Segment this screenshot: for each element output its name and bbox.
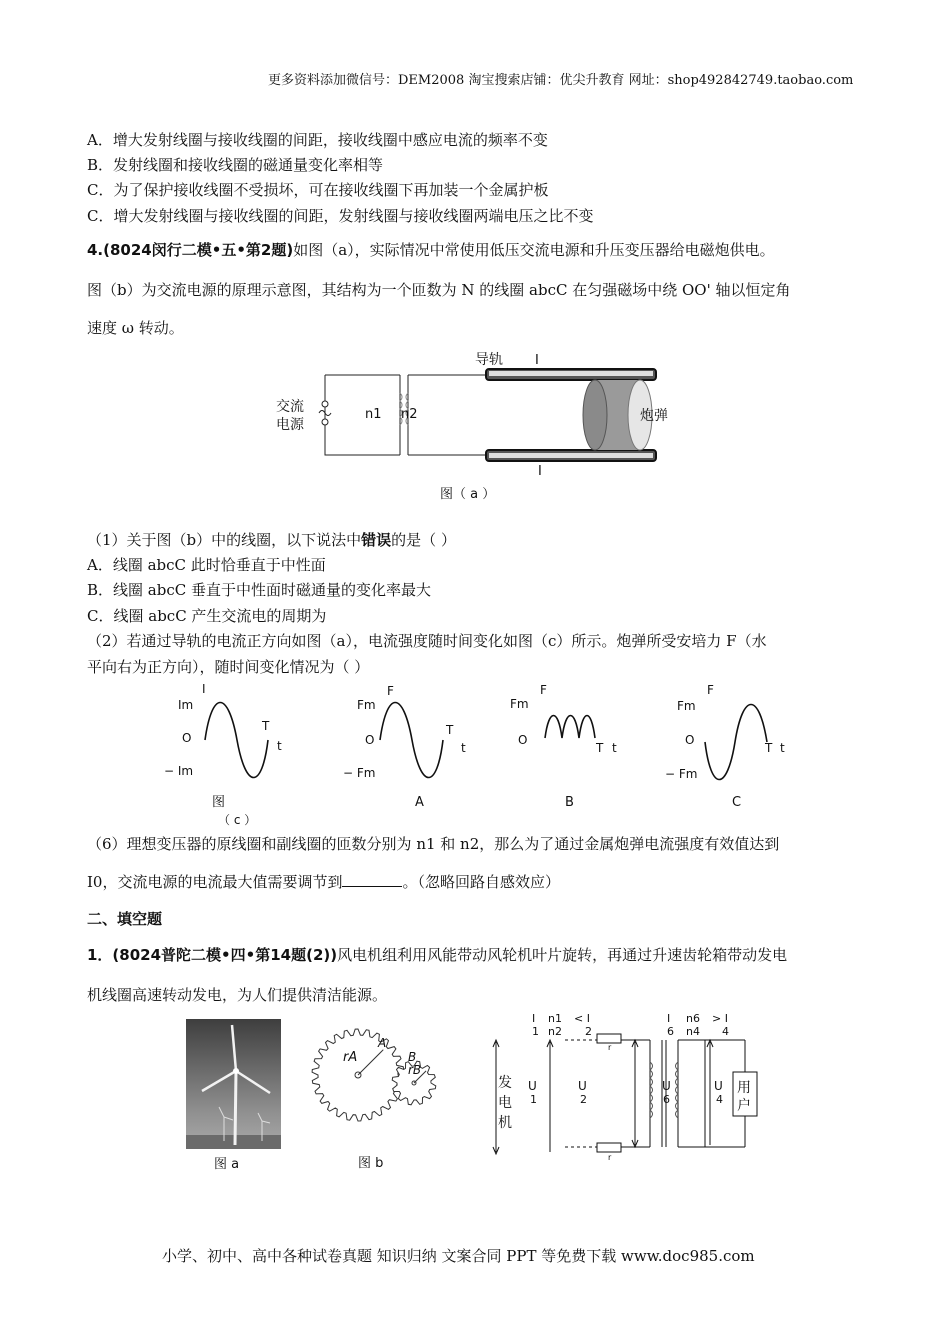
U4-label: U bbox=[714, 1079, 723, 1093]
sub1-option-b: B．线圈 abcC 垂直于中性面时磁通量的变化率最大 bbox=[87, 581, 431, 599]
gear-a-radius-label: rA bbox=[343, 1050, 358, 1065]
answer-blank[interactable] bbox=[342, 872, 402, 887]
user-char2: 户 bbox=[737, 1098, 751, 1114]
label-n1: n1 bbox=[548, 1012, 562, 1025]
gear-a-point-label: A bbox=[378, 1036, 387, 1050]
q1-text1: 风电机组利用风能带动风轮机叶片旋转，再通过升速齿轮箱带动发电 bbox=[337, 946, 788, 964]
sub6-text-a: I0，交流电源的电流最大值需要调节到 bbox=[87, 873, 343, 891]
graph-a-origin: O bbox=[365, 733, 375, 747]
graph-b-caption: B bbox=[565, 795, 574, 810]
graph-cc-origin: O bbox=[685, 733, 695, 747]
gear-b-point-label: B bbox=[408, 1050, 417, 1064]
q4-text1: 如图（a），实际情况中常使用低压交流电源和升压变压器给电磁炮供电。 bbox=[293, 241, 775, 259]
power-transmission-circuit bbox=[490, 1012, 780, 1172]
sub-n4: n4 bbox=[686, 1025, 700, 1038]
q1-line1 bbox=[87, 945, 787, 965]
graph-c-axis: I bbox=[202, 682, 206, 696]
graph-a-caption: A bbox=[415, 795, 424, 810]
source-label1: 交流 bbox=[276, 399, 304, 415]
U6-sub: 6 bbox=[663, 1093, 670, 1106]
sub-2: 2 bbox=[585, 1025, 592, 1038]
label-lt-I: < I bbox=[574, 1012, 590, 1025]
current-top-label: I bbox=[535, 353, 539, 368]
graph-cc-max: Fm bbox=[677, 699, 696, 713]
graphs-row bbox=[160, 680, 800, 830]
sub1-bold: 错误 bbox=[361, 531, 392, 549]
label-I6: I bbox=[667, 1012, 671, 1025]
graph-a-T: T bbox=[446, 723, 454, 737]
q4-line2: 图（b）为交流电源的原理示意图，其结构为一个匝数为 N 的线圈 abcC 在匀强磁场中绕 OO' 轴以恒定角 bbox=[87, 281, 791, 299]
U1-label: U bbox=[528, 1079, 537, 1093]
option-a: A．增大发射线圈与接收线圈的间距，接收线圈中感应电流的频率不变 bbox=[87, 131, 548, 149]
graph-a-curve bbox=[380, 703, 443, 778]
graph-b-origin: O bbox=[518, 733, 528, 747]
sub-n2: n2 bbox=[548, 1025, 562, 1038]
graph-cc-min: − Fm bbox=[665, 767, 698, 781]
graph-a-min: − Fm bbox=[343, 766, 376, 780]
q1-label: 1．(8024普陀二模•四•第14题(2)) bbox=[87, 946, 338, 964]
graph-b-axis: F bbox=[540, 683, 547, 697]
shell-label: 炮弹 bbox=[640, 408, 668, 424]
graph-cc-T: T bbox=[765, 741, 773, 755]
graph-cc-t: t bbox=[780, 741, 785, 755]
q4-sub2-line2: 平向右为正方向），随时间变化情况为（ ） bbox=[87, 658, 370, 676]
graph-cc-axis: F bbox=[707, 683, 714, 697]
graph-c-curve bbox=[205, 703, 268, 778]
gear-b-radius-label: rB bbox=[408, 1063, 422, 1077]
graph-b-curve bbox=[545, 716, 595, 739]
graph-b-T: T bbox=[596, 741, 604, 755]
label-I1: I bbox=[532, 1012, 536, 1025]
rail-label: 导轨 bbox=[475, 352, 503, 368]
gen-char3: 机 bbox=[498, 1115, 512, 1131]
section-title: 二、填空题 bbox=[87, 910, 163, 928]
resistor-bottom bbox=[597, 1143, 621, 1152]
q4-sub6-line1: （6）理想变压器的原线圈和副线圈的匝数分别为 n1 和 n2，那么为了通过金属炮弹电流强度有效值达到 bbox=[87, 835, 780, 853]
U1-sub: 1 bbox=[530, 1093, 537, 1106]
n2-label: n2 bbox=[401, 407, 418, 422]
graph-cc-caption: C bbox=[732, 795, 742, 810]
sub1-option-c: C．线圈 abcC 产生交流电的周期为 bbox=[87, 607, 327, 625]
graph-c-t: t bbox=[277, 739, 282, 753]
U6-label: U bbox=[662, 1079, 671, 1093]
sub1-text: （1）关于图（b）中的线圈，以下说法中 bbox=[87, 531, 362, 549]
sub6-text-b: 。（忽略回路自感效应） bbox=[402, 873, 560, 891]
page-header: 更多资料添加微信号：DEM2008 淘宝搜索店铺：优尖升教育 网址：shop492842749.taobao.com bbox=[268, 73, 854, 88]
ac-source-terminal bbox=[322, 401, 328, 407]
gen-char2: 电 bbox=[498, 1095, 512, 1111]
sub-6: 6 bbox=[667, 1025, 674, 1038]
n1-label: n1 bbox=[365, 407, 382, 422]
graph-b-t: t bbox=[612, 741, 617, 755]
option-c: C．为了保护接收线圈不受损坏，可在接收线圈下再加装一个金属护板 bbox=[87, 181, 549, 199]
q4-sub1 bbox=[87, 530, 456, 550]
figure-a2-caption: 图 a bbox=[214, 1157, 240, 1172]
sub1-option-a: A．线圈 abcC 此时恰垂直于中性面 bbox=[87, 556, 326, 574]
figure-a-caption: 图（ a ） bbox=[440, 487, 496, 502]
turbine-tower bbox=[235, 1071, 236, 1145]
graph-a-t: t bbox=[461, 741, 466, 755]
q4-line3: 速度 ω 转动。 bbox=[87, 319, 184, 337]
sub-4: 4 bbox=[722, 1025, 729, 1038]
q4-label: 4.(8024闵行二模•五•第2题) bbox=[87, 241, 294, 259]
figure-a-railgun bbox=[270, 345, 690, 505]
graph-c-max: Im bbox=[178, 698, 194, 712]
graph-c-origin: O bbox=[182, 731, 192, 745]
gear-a bbox=[312, 1029, 404, 1121]
r-top-label: r bbox=[608, 1043, 612, 1052]
option-c2: C．增大发射线圈与接收线圈的间距，发射线圈与接收线圈两端电压之比不变 bbox=[87, 207, 594, 225]
resistor-top bbox=[597, 1034, 621, 1043]
option-b: B．发射线圈和接收线圈的磁通量变化率相等 bbox=[87, 156, 384, 174]
label-n6: n6 bbox=[686, 1012, 700, 1025]
r-bottom-label: r bbox=[608, 1153, 612, 1162]
q4-line1 bbox=[87, 240, 775, 260]
graph-c-T: T bbox=[262, 719, 270, 733]
q1-line2: 机线圈高速转动发电，为人们提供清洁能源。 bbox=[87, 986, 388, 1004]
wind-turbine-photo bbox=[186, 1019, 281, 1174]
graph-a-max: Fm bbox=[357, 698, 376, 712]
q4-sub2-line1: （2）若通过导轨的电流正方向如图（a），电流强度随时间变化如图（c）所示。炮弹所受安培力 F（水 bbox=[87, 632, 767, 650]
source-label2: 电源 bbox=[276, 417, 304, 433]
gen-char1: 发 bbox=[498, 1075, 512, 1091]
sub1-paren: 的是（ ） bbox=[391, 531, 456, 549]
graph-cc-curve bbox=[705, 705, 767, 780]
graph-a-axis: F bbox=[387, 684, 394, 698]
graph-b-max: Fm bbox=[510, 697, 529, 711]
U2-label: U bbox=[578, 1079, 587, 1093]
U2-sub: 2 bbox=[580, 1093, 587, 1106]
q4-sub6-line2 bbox=[87, 872, 560, 892]
graph-c bbox=[164, 682, 282, 827]
sub-1: 1 bbox=[532, 1025, 539, 1038]
user-char1: 用 bbox=[737, 1080, 751, 1096]
page-footer: 小学、初中、高中各种试卷真题 知识归纳 文案合同 PPT 等免费下载 www.doc985.com bbox=[162, 1247, 755, 1265]
label-gt-I: > I bbox=[712, 1012, 728, 1025]
U4-sub: 4 bbox=[716, 1093, 723, 1106]
graph-c-caption2: （ c ） bbox=[218, 813, 257, 827]
graph-c-min: − Im bbox=[164, 764, 194, 778]
source-loop-wire bbox=[325, 375, 400, 455]
graph-c-caption: 图 bbox=[212, 795, 226, 810]
figure-b2-caption: 图 b bbox=[358, 1156, 384, 1171]
graph-option-a bbox=[343, 684, 466, 810]
graph-option-c bbox=[665, 683, 785, 810]
current-bottom-label: I bbox=[538, 464, 542, 479]
graph-option-b bbox=[510, 683, 617, 810]
gears-figure bbox=[310, 1025, 445, 1175]
